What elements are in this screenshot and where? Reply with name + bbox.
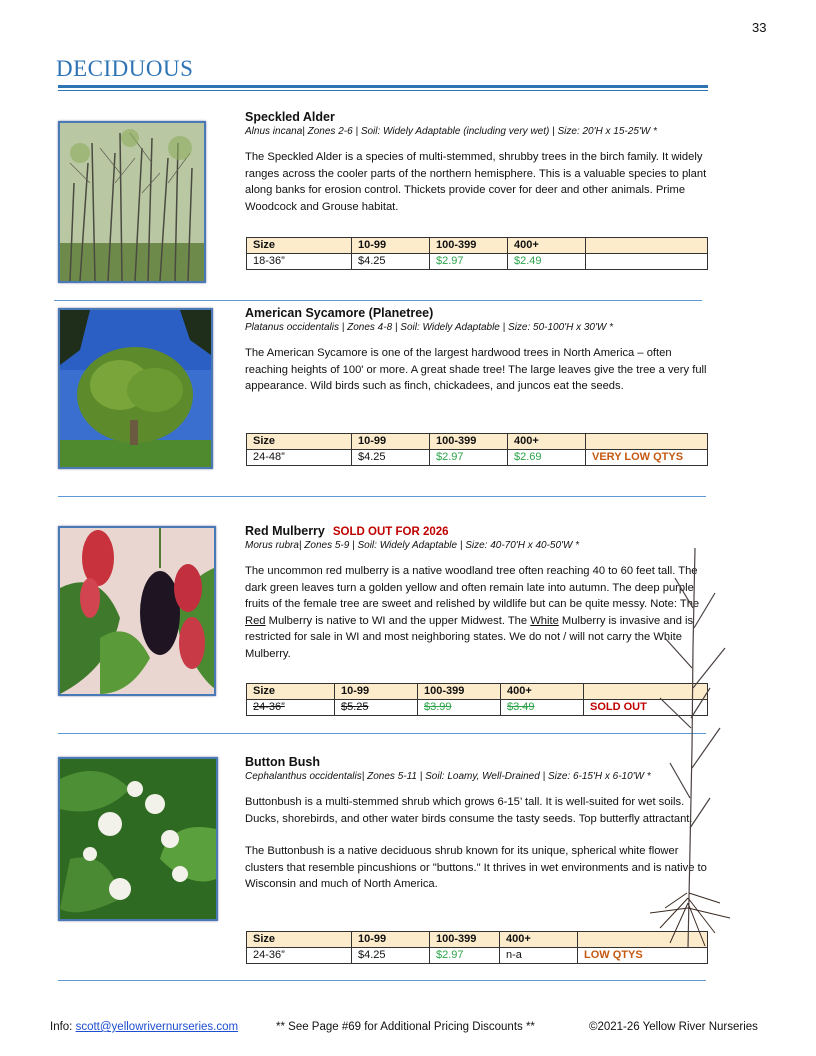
american-sycamore-photo [58,308,213,469]
tier2-price: $2.97 [430,948,500,964]
tier3-price: $2.49 [508,254,586,270]
plant-description: The uncommon red mulberry is a native woodland tree often reaching 40 to 60 feet tall. The dark green leaves turn a golden yellow and often remain late into autumn. The deep purple fruits of the female tree are sweet and relished by wildlife but can be quite messy. Note: The Red Mulberry is native to WI and the upper Midwest. The White Mulberry is invasive and is restricted for sale in WI and most neighboring states. We do not / will not carry the White Mulberry. [245,565,700,660]
size-header: Size [247,684,335,700]
price-table [246,931,708,964]
tier1-header: 10-99 [352,238,430,254]
section-title: DECIDUOUS [56,56,194,81]
plant-name: Speckled Alder [245,110,335,124]
footer-copyright: ©2021-26 Yellow River Nurseries [589,1021,758,1033]
price-table [246,683,708,716]
plant-subtitle: Cephalanthus occidentalis| Zones 5-11 | Soil: Loamy, Well-Drained | Size: 6-15'H x 6-10'W * [245,771,651,782]
plant-subtitle: Morus rubra| Zones 5-9 | Soil: Widely Adaptable | Size: 40-70'H x 40-50'W * [245,540,580,551]
tier3-header: 400+ [500,932,578,948]
note-header [586,434,708,450]
footer-pricing-note: ** See Page #69 for Additional Pricing Discounts ** [276,1021,535,1033]
size-header: Size [247,434,352,450]
tier1-price: $4.25 [352,254,430,270]
bare-root-tree-illustration [640,548,740,948]
footer-info-label: Info: [50,1021,73,1033]
plant-description: The American Sycamore is one of the largest hardwood trees in North America – often reaching heights of 100' or more. A great shade tree! The large leaves give the tree a very full appearance. Wild birds such as finch, chickadees, and juncos eat the seeds. [245,347,707,392]
price-table [246,237,708,270]
plant-name-row [245,524,710,538]
tier1-price: $5.25 [335,700,418,716]
price-table [246,433,708,466]
tier2-price: $2.97 [430,450,508,466]
note-header [586,238,708,254]
low-qty-badge: VERY LOW QTYS [586,450,708,466]
tier2-price: $3.99 [418,700,501,716]
section-rule [58,85,708,88]
size-header: Size [247,238,352,254]
plant-subtitle: Alnus incana| Zones 2-6 | Soil: Widely Adaptable (including very wet) | Size: 20'H x 15-25'W * [245,126,657,137]
red-mulberry-photo [58,526,216,696]
tier3-header: 400+ [508,238,586,254]
tier1-header: 10-99 [352,932,430,948]
tier2-header: 100-399 [418,684,501,700]
separator [54,300,702,301]
plant-subtitle: Platanus occidentalis | Zones 4-8 | Soil: Widely Adaptable | Size: 50-100'H x 30'W * [245,322,614,333]
footer-info [50,1021,238,1033]
speckled-alder-photo [58,121,206,283]
button-bush-photo [58,757,218,921]
plant-description: Buttonbush is a multi-stemmed shrub which grows 6-15’ tall. It is well-suited for wet soils. Ducks, shorebirds, and other water birds consume the tasty seeds. Top butterfly attractant. The Buttonbush is a native deciduous shrub known for its unique, spherical white flower clusters that resemble pincushions or "buttons." It thrives in wet environments and is native to Wisconsin and much of North America. [245,796,707,890]
tier2-header: 100-399 [430,932,500,948]
sold-out-tag: SOLD OUT FOR 2026 [332,526,449,538]
tier3-header: 400+ [508,434,586,450]
tier1-header: 10-99 [335,684,418,700]
plant-description: The Speckled Alder is a species of multi-stemmed, shrubby trees in the birch family. It widely ranges across the cooler parts of the northern hemisphere. This is a valuable species to plant along banks for erosion control. Thickets provide cover for deer and other animals. Prime Woodcock and Grouse habitat. [245,151,707,213]
plant-name: Red Mulberry [245,524,325,538]
page-number: 33 [752,20,767,35]
separator [58,733,706,734]
plant-name: Button Bush [245,755,320,769]
sold-out-badge: SOLD OUT [584,700,708,716]
size-cell: 24-48” [247,450,352,466]
size-header: Size [247,932,352,948]
separator [58,496,706,497]
tier3-header: 400+ [501,684,584,700]
tier1-header: 10-99 [352,434,430,450]
size-cell: 24-36” [247,948,352,964]
tier2-header: 100-399 [430,238,508,254]
tier1-price: $4.25 [352,450,430,466]
contact-email-link[interactable]: scott@yellowrivernurseries.com [75,1021,239,1033]
tier1-price: $4.25 [352,948,430,964]
size-cell: 24-36” [247,700,335,716]
note-cell [586,254,708,270]
low-qty-badge: LOW QTYS [578,948,708,964]
tier3-price: $2.69 [508,450,586,466]
tier3-price: n-a [500,948,578,964]
tier2-price: $2.97 [430,254,508,270]
separator [58,980,706,981]
tier2-header: 100-399 [430,434,508,450]
size-cell: 18-36” [247,254,352,270]
tier3-price: $3.49 [501,700,584,716]
plant-name: American Sycamore (Planetree) [245,306,434,320]
section-rule-thin [58,90,708,91]
